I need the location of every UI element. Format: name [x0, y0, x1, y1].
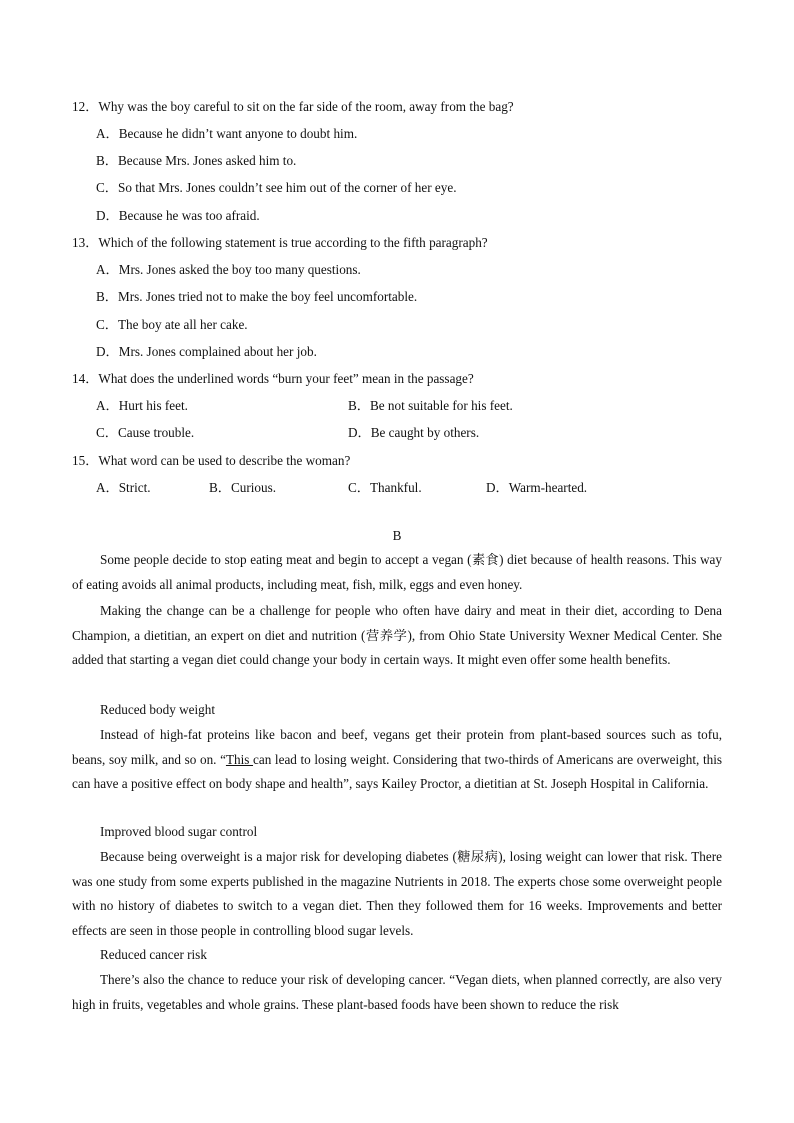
passage-paragraph-5 — [72, 968, 722, 1017]
option-text: Thankful. — [369, 480, 422, 495]
option-letter: D． — [96, 208, 119, 223]
option-letter: C． — [96, 317, 118, 332]
question-number: 13． — [72, 235, 99, 250]
option-14-c[interactable] — [96, 422, 194, 441]
option-15-a[interactable] — [96, 477, 151, 496]
question-text: Why was the boy careful to sit on the far side of the room, away from the bag? — [98, 99, 514, 114]
question-text: Which of the following statement is true according to the fifth paragraph? — [98, 235, 488, 250]
option-text: Strict. — [118, 480, 151, 495]
option-text: Because he didn’t want anyone to doubt him. — [118, 126, 358, 141]
option-text: Hurt his feet. — [118, 398, 188, 413]
question-number: 14． — [72, 371, 99, 386]
option-letter: C． — [96, 180, 118, 195]
question-12 — [72, 96, 514, 115]
subheading-reduced-body-weight: Reduced body weight — [100, 702, 215, 717]
option-letter: A． — [96, 398, 119, 413]
option-12-d[interactable] — [96, 205, 260, 224]
question-number: 12． — [72, 99, 99, 114]
paragraph-text: Making the change can be a challenge for people who often have dairy and meat in their diet, according to Dena Champion, a dietitian, an expert on diet and nutrition (营养学), from Ohio State University Wexner Medical Center. She added that starting a vegan diet could change your body in certain ways. It might even offer some health benefits. — [72, 603, 722, 668]
section-label: B — [392, 528, 402, 543]
option-13-a[interactable] — [96, 259, 361, 278]
option-letter: C． — [96, 425, 118, 440]
passage-paragraph-1 — [72, 548, 722, 597]
option-text: Curious. — [230, 480, 277, 495]
option-12-c[interactable] — [96, 177, 457, 196]
option-letter: D． — [96, 344, 119, 359]
option-text: Cause trouble. — [117, 425, 195, 440]
question-text: What word can be used to describe the woman? — [98, 453, 351, 468]
option-text: Mrs. Jones asked the boy too many questions. — [118, 262, 361, 277]
option-letter: D． — [486, 480, 509, 495]
question-14 — [72, 368, 474, 387]
option-letter: A． — [96, 262, 119, 277]
option-letter: B． — [209, 480, 231, 495]
option-text: Mrs. Jones tried not to make the boy feel uncomfortable. — [117, 289, 418, 304]
option-text: Because Mrs. Jones asked him to. — [117, 153, 297, 168]
option-15-b[interactable] — [209, 477, 276, 496]
option-15-c[interactable] — [348, 477, 422, 496]
question-number: 15． — [72, 453, 99, 468]
option-15-d[interactable] — [486, 477, 587, 496]
subheading-cancer-risk: Reduced cancer risk — [100, 947, 207, 962]
paragraph-text: can lead to losing weight. Considering that two-thirds of Americans are overweight, this can have a positive effect on body shape and health”, says Kailey Proctor, a dietitian at St. Joseph Hospital in California. — [72, 751, 722, 792]
paragraph-text: There’s also the chance to reduce your risk of developing cancer. “Vegan diets, when planned correctly, are also very high in fruits, vegetables and whole grains. These plant-based foods have been shown to reduce the risk — [72, 972, 722, 1012]
paragraph-text: Some people decide to stop eating meat and begin to accept a vegan (素食) diet because of health reasons. This way of eating avoids all animal products, including meat, fish, milk, eggs and even honey. — [72, 552, 722, 592]
option-14-d[interactable] — [348, 422, 479, 441]
question-15 — [72, 450, 350, 469]
passage-paragraph-3 — [72, 723, 722, 797]
option-13-c[interactable] — [96, 314, 248, 333]
question-13 — [72, 232, 488, 251]
option-text: Mrs. Jones complained about her job. — [118, 344, 317, 359]
option-12-a[interactable] — [96, 123, 357, 142]
passage-paragraph-2 — [72, 599, 722, 673]
option-letter: A． — [96, 126, 119, 141]
subheading-blood-sugar: Improved blood sugar control — [100, 824, 258, 839]
paragraph-text: Because being overweight is a major risk for developing diabetes (糖尿病), losing weight can lower that risk. There was one study from some experts published in the magazine Nutrients in 2018. The experts chose some overweight people with no history of diabetes to switch to a vegan diet. Then they followed them for 16 weeks. Improvements and better effects are seen in those people in controlling blood sugar levels. — [72, 849, 722, 938]
option-letter: A． — [96, 480, 119, 495]
option-letter: B． — [96, 289, 118, 304]
option-14-a[interactable] — [96, 395, 188, 414]
option-text: Be caught by others. — [370, 425, 480, 440]
option-text: Warm-hearted. — [508, 480, 588, 495]
paragraph-text: Instead of high-fat proteins like bacon and beef, vegans get their protein from plant-based sources such as tofu, beans, soy milk, and so on. “ — [72, 727, 722, 767]
option-text: So that Mrs. Jones couldn’t see him out of the corner of her eye. — [117, 180, 457, 195]
question-text: What does the underlined words “burn your feet” mean in the passage? — [98, 371, 474, 386]
underlined-word: This — [225, 751, 254, 767]
option-text: Be not suitable for his feet. — [369, 398, 513, 413]
option-letter: D． — [348, 425, 371, 440]
option-text: The boy ate all her cake. — [117, 317, 248, 332]
option-13-b[interactable] — [96, 286, 417, 305]
option-letter: C． — [348, 480, 370, 495]
option-14-b[interactable] — [348, 395, 513, 414]
option-13-d[interactable] — [96, 341, 317, 360]
option-letter: B． — [348, 398, 370, 413]
option-12-b[interactable] — [96, 150, 296, 169]
option-text: Because he was too afraid. — [118, 208, 260, 223]
option-letter: B． — [96, 153, 118, 168]
passage-paragraph-4 — [72, 845, 722, 943]
